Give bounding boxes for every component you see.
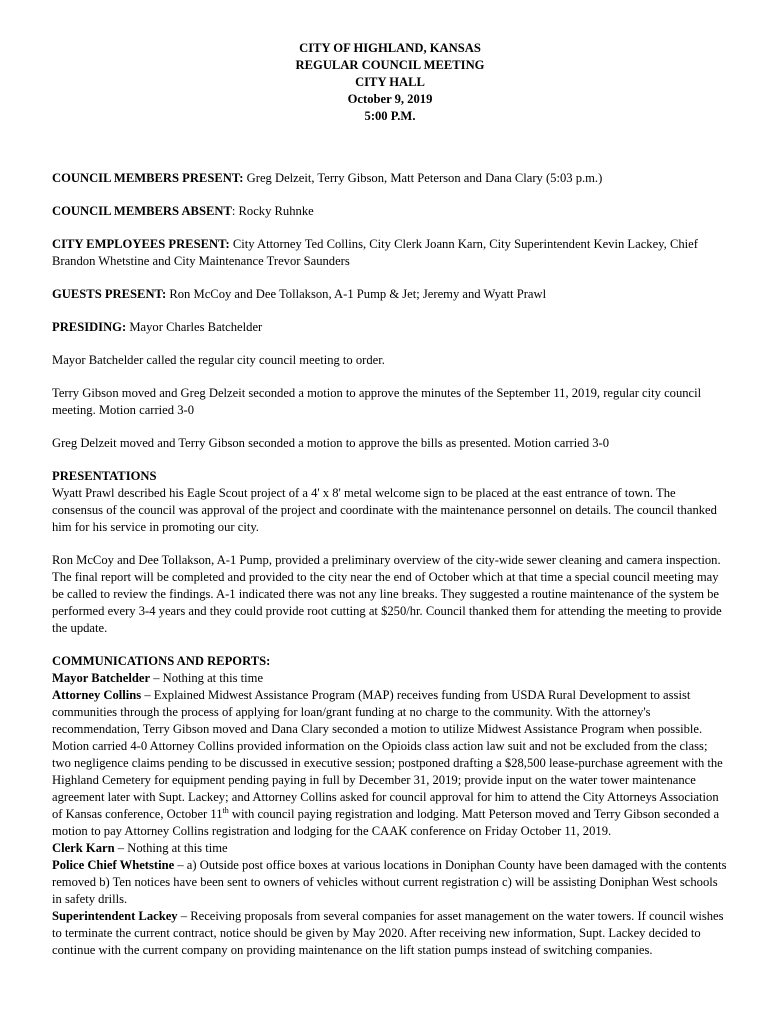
presiding-text: Mayor Charles Batchelder (129, 320, 263, 334)
meeting-type: REGULAR COUNCIL MEETING (295, 58, 485, 72)
minutes-page (52, 40, 728, 959)
police-report-label: Police Chief Whetstine (52, 858, 175, 872)
superintendent-report (52, 908, 728, 959)
employees-present-text: City Attorney Ted Collins, City Clerk Joann Karn, City Superintendent Kevin Lackey, Chief Brandon Whetstine and City Maintenance Trevor Saunders (52, 237, 698, 268)
guests-present-text: Ron McCoy and Dee Tollakson, A-1 Pump & Jet; Jeremy and Wyatt Prawl (169, 287, 547, 301)
police-report (52, 857, 728, 908)
members-present-label: COUNCIL MEMBERS PRESENT: (52, 171, 244, 185)
police-report-text: – a) Outside post office boxes at various locations in Doniphan County have been damaged with the contents removed b) Ten notices have been sent to owners of vehicles without current registration c) will be assisting Doniphan West schools in safety drills. (52, 858, 727, 906)
clerk-report (52, 840, 728, 857)
minutes-motion: Terry Gibson moved and Greg Delzeit seconded a motion to approve the minutes of the September 11, 2019, regular city council meeting. Motion carried 3-0 (52, 386, 702, 417)
attorney-report (52, 687, 728, 840)
superintendent-report-text: – Receiving proposals from several companies for asset management on the water towers. If council wishes to terminate the current contract, notice should be given by May 2020. After receiving new information, Supt. Lackey decided to continue with the current company on providing maintenance on the lift station pumps instead of switching companies. (52, 909, 724, 957)
members-present-text: Greg Delzeit, Terry Gibson, Matt Peterson and Dana Clary (5:03 p.m.) (246, 171, 603, 185)
mayor-report-label: Mayor Batchelder (52, 671, 151, 685)
members-absent (52, 203, 728, 220)
superintendent-report-label: Superintendent Lackey (52, 909, 178, 923)
call-to-order: Mayor Batchelder called the regular city council meeting to order. (52, 353, 385, 367)
document-header (52, 40, 728, 125)
mayor-report-text: – Nothing at this time (150, 671, 264, 685)
presiding (52, 319, 728, 336)
clerk-report-text: – Nothing at this time (114, 841, 228, 855)
communications-heading: COMMUNICATIONS AND REPORTS: (52, 654, 271, 668)
eagle-scout-paragraph: Wyatt Prawl described his Eagle Scout project of a 4' x 8' metal welcome sign to be placed at the east entrance of town. The consensus of the council was approval of the project and coordinate with the maintenance personnel on details. The council thanked him for his service in promoting our city. (52, 486, 717, 534)
attorney-report-text-1: – Explained Midwest Assistance Program (MAP) receives funding from USDA Rural Development to assist communities through the process of applying for loan/grant funding at no charge to the community. With the attorney's recommendation, Terry Gibson moved and Dana Clary seconded a motion to utilize Midwest Assistance Program when possible. Motion carried 4-0 Attorney Collins provided information on the Opioids class action law suit and not be excluded from the class; two negligence claims pending to be discussed in executive session; postponed drafting a $28,500 lease-purchase agreement with the Highland Cemetery for equipment pending paying in full by December 31, 2019; provide input on the water tower maintenance agreement later with Supt. Lackey; and Attorney Collins asked for council approval for him to attend the City Attorneys Association of Kansas conference, October 11 (52, 688, 723, 821)
members-absent-text: : Rocky Ruhnke (231, 204, 314, 218)
attorney-report-text-2: with council paying registration and lodging. Matt Peterson moved and Terry Gibson seconded a motion to pay Attorney Collins registration and lodging for the CAAK conference on Friday October 11, 2019. (52, 807, 720, 838)
mayor-report (52, 670, 728, 687)
meeting-date: October 9, 2019 (347, 92, 433, 106)
presentations-heading: PRESENTATIONS (52, 469, 157, 483)
attorney-report-sup: th (222, 805, 229, 815)
employees-present (52, 236, 728, 270)
meeting-location: CITY HALL (355, 75, 425, 89)
clerk-report-label: Clerk Karn (52, 841, 115, 855)
members-absent-label: COUNCIL MEMBERS ABSENT (52, 204, 232, 218)
employees-present-label: CITY EMPLOYEES PRESENT: (52, 237, 230, 251)
presiding-label: PRESIDING: (52, 320, 127, 334)
meeting-time: 5:00 P.M. (364, 109, 416, 123)
guests-present (52, 286, 728, 303)
members-present (52, 170, 728, 187)
sewer-paragraph: Ron McCoy and Dee Tollakson, A-1 Pump, provided a preliminary overview of the city-wide sewer cleaning and camera inspection. The final report will be completed and provided to the city near the end of October which at that time a special council meeting may be called to review the findings. A-1 indicated there was not any line breaks. They suggested a routine maintenance of the system be performed every 3-4 years and they could provide root cutting at $250/hr. Council thanked them for attending the meeting to provide the update. (52, 553, 722, 635)
bills-motion: Greg Delzeit moved and Terry Gibson seconded a motion to approve the bills as presented. Motion carried 3-0 (52, 436, 610, 450)
attorney-report-label: Attorney Collins (52, 688, 142, 702)
guests-present-label: GUESTS PRESENT: (52, 287, 167, 301)
city-title: CITY OF HIGHLAND, KANSAS (299, 41, 481, 55)
